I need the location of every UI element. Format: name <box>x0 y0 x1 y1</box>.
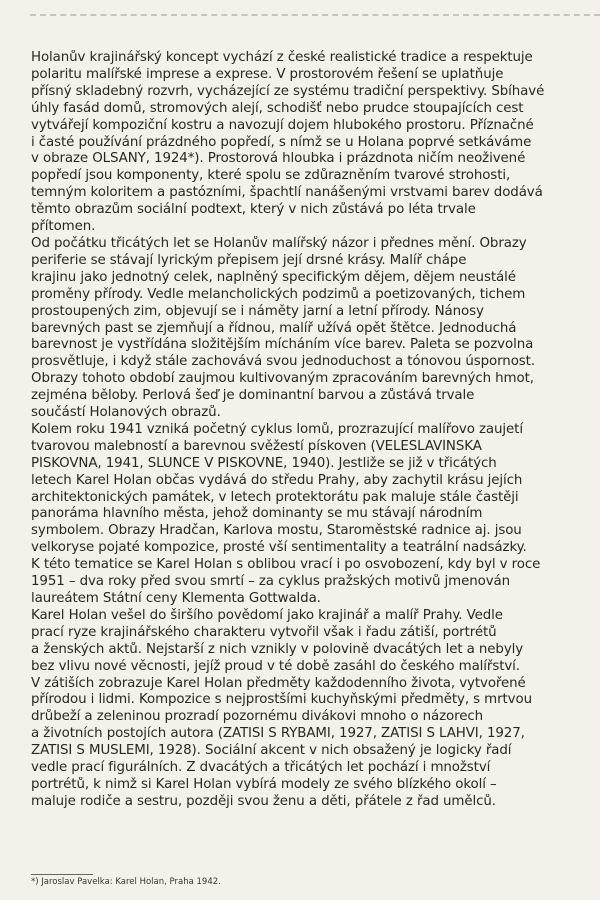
text-line: temným koloritem a pastózními, špachtlí nanášenými vrstvami barev dodává <box>31 185 543 201</box>
text-line: symbolem. Obrazy Hradčan, Karlova mostu, Staroměstské radnice aj. jsou <box>31 523 522 539</box>
text-line: V zátiších zobrazuje Karel Holan předměty každodenního života, vytvořené <box>31 675 526 691</box>
footnote-rule <box>31 874 93 875</box>
paragraph-1 <box>31 50 600 236</box>
text-line: úhly fasád domů, stromových alejí, schodišť nebo prudce stoupajících cest <box>31 100 524 116</box>
text-line: K této tematice se Karel Holan s oblibou vrací i po osvobození, kdy byl v roce <box>31 557 541 573</box>
text-line: přítomen. <box>31 219 96 235</box>
footnote: *) Jaroslav Pavelka: Karel Holan, Praha 1942. <box>31 877 221 887</box>
text-line: Karel Holan vešel do širšího povědomí jako krajinář a malíř Prahy. Vedle <box>31 607 503 623</box>
paragraph-4 <box>31 608 600 811</box>
text-line: a ženských aktů. Nejstarší z nich vznikly v polovině dvacátých let a nebyly <box>31 641 524 657</box>
text-line: barevnost je vystřídána složitějším mícháním více barev. Paleta se pozvolna <box>31 337 534 353</box>
text-line: drůbeží a zeleninou prozradí pozornému divákovi mnoho o názorech <box>31 709 484 725</box>
text-line: ZÁTIŠÍ S MUŠLEMI, 1928). Sociální akcent v nich obsažený je logicky řadí <box>31 743 512 759</box>
text-line: laureátem Státní ceny Klementa Gottwalda. <box>31 591 321 606</box>
paragraph-2 <box>31 236 600 422</box>
text-line: bez vlivu nové věcnosti, jejíž proud v té době zasáhl do českého malířství. <box>31 658 520 674</box>
text-line: a životních postojích autora (ZÁTIŠÍ S RYBAMI, 1927, ZÁTIŠÍ S LAHVÍ, 1927, <box>31 726 525 742</box>
text-line: 1951 – dva roky před svou smrtí – za cyklus pražských motivů jmenován <box>31 574 511 590</box>
text-line: Obrazy tohoto období zaujmou kultivovaným zpracováním barevných hmot, <box>31 371 534 387</box>
text-line: popředí jsou komponenty, které spolu se zdůrazněním tvarové strohosti, <box>31 168 511 184</box>
text-line: prostoupených zim, objevují se i náměty jarní a letní přírody. Nánosy <box>31 303 484 319</box>
top-dashed-rule <box>30 14 600 16</box>
text-line: prací ryze krajinářského charakteru vytvořil však i řadu zátiší, portrétů <box>31 624 497 640</box>
paragraph-3 <box>31 422 600 608</box>
text-line: proměny přírody. Vedle melancholických podzimů a poetizovaných, tichem <box>31 286 526 302</box>
text-line: v obraze OLŠANY, 1924*). Prostorová hloubka i prázdnota ničím neoživené <box>31 151 526 167</box>
text-line: vedle prací figurálních. Z dvacátých a třicátých let pochází i množství <box>31 760 491 776</box>
text-line: architektonických památek, v letech protektorátu pak maluje stále častěji <box>31 489 519 505</box>
text-line: velkoryse pojaté kompozice, prosté vší sentimentality a teatrální nadsázky. <box>31 540 527 556</box>
text-line: polaritu malířské imprese a exprese. V prostorovém řešení se uplatňuje <box>31 66 504 82</box>
text-line: portrétů, k nimž si Karel Holan vybírá modely ze svého blízkého okolí – <box>31 776 497 792</box>
text-line: letech Karel Holan občas vydává do středu Prahy, aby zachytil krásu jejích <box>31 472 523 488</box>
text-line: vytvářejí kompoziční kostru a navozují dojem hlubokého prostoru. Příznačné <box>31 117 534 133</box>
text-line: maluje rodiče a sestru, později svou ženu a děti, přátele z řad umělců. <box>31 793 496 809</box>
text-line: přírodou i lidmi. Kompozice s nejprostšími kuchyňskými předměty, s mrtvou <box>31 692 532 708</box>
text-line: tvarovou malebností a barevnou svěžestí pískoven (VELESLAVÍNSKÁ <box>31 438 482 454</box>
text-line: i časté používání prázdného popředí, s nímž se u Holana poprvé setkáváme <box>31 134 532 150</box>
text-line: přísný skladebný rozvrh, vycházející ze systému tradiční perspektivy. Sbíhavé <box>31 83 545 99</box>
text-line: PÍSKOVNA, 1941, SLUNCE V PÍSKOVNĚ, 1940). Jestliže se již v třicátých <box>31 455 497 471</box>
text-line: panoráma hlavního města, jehož dominanty se mu stávají národním <box>31 506 483 522</box>
text-line: těmto obrazům sociální podtext, který v nich zůstává po léta trvale <box>31 202 476 218</box>
text-line: Od počátku třicátých let se Holanův malířský názor i přednes mění. Obrazy <box>31 235 527 251</box>
text-line: krajinu jako jednotný celek, naplněný specifickým dějem, dějem neustálé <box>31 269 516 285</box>
text-line: periferie se stávají lyrickým přepisem její drsné krásy. Malíř chápe <box>31 252 467 268</box>
article-body <box>31 50 600 811</box>
text-line: Kolem roku 1941 vzniká početný cyklus lomů, prozrazující malířovo zaujetí <box>31 421 523 437</box>
text-line: součástí Holanových obrazů. <box>31 405 221 421</box>
text-line: Holanův krajinářský koncept vychází z české realistické tradice a respektuje <box>31 50 533 65</box>
text-line: barevných past se zjemňují a řídnou, malíř užívá opět štětce. Jednoduchá <box>31 320 517 336</box>
text-line: zejména běloby. Perlová šeď je dominantní barvou a zůstává trvale <box>31 388 475 404</box>
text-line: prosvětluje, i když stále zachovává svou jednoduchost a tónovou úspornost. <box>31 354 535 370</box>
